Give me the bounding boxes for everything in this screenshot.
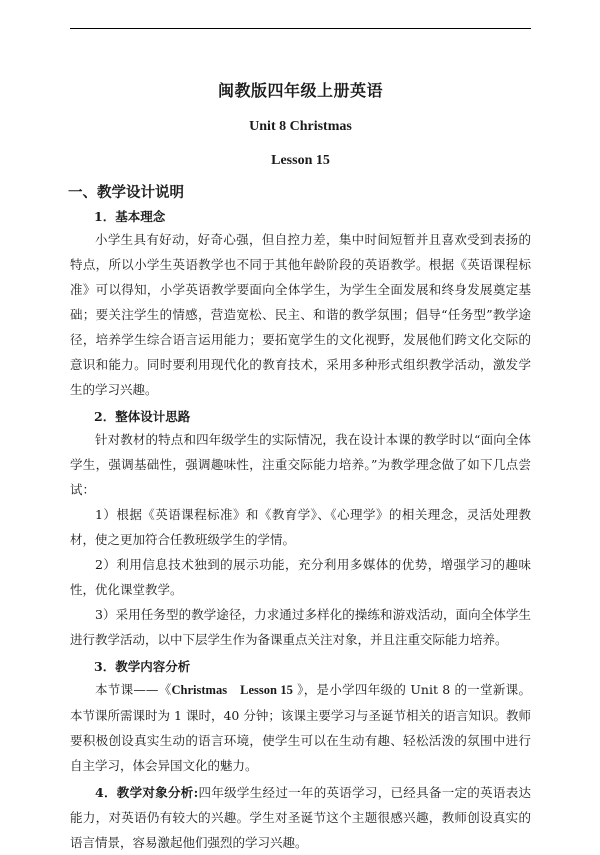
content-analysis-pre: 本节课——《 bbox=[95, 682, 172, 697]
paragraph-content-analysis bbox=[70, 677, 531, 778]
paragraph-design-point-2: 2）利用信息技术独到的展示功能，充分利用多媒体的优势，增强学习的趣味性，优化课堂教学。 bbox=[70, 557, 531, 597]
lesson-title: Lesson 15 bbox=[271, 153, 330, 168]
document-page bbox=[70, 78, 531, 855]
paragraph-design-point-3: 3）采用任务型的教学途径，力求通过多样化的操练和游戏活动，面向全体学生进行教学活动，以中下层学生作为备课重点关注对象，并且注重交际能力培养。 bbox=[70, 607, 531, 647]
audience-analysis-text: 四年级学生经过一年的英语学习，已经具备一定的英语表达能力，对英语仍有较大的兴趣。学生对圣诞节这个主题很感兴趣，教师创设真实的语言情景，容易激起他们强烈的学习兴趣。 bbox=[70, 785, 531, 850]
header-rule bbox=[70, 28, 531, 29]
section-heading: 一、教学设计说明 bbox=[68, 184, 184, 201]
sub-heading-audience-analysis: 4．教学对象分析: bbox=[95, 785, 199, 800]
paragraph-design-point-1: 1）根据《英语课程标准》和《教育学》、《心理学》的相关理念，灵活处理教材，使之更加符合任教班级学生的学情。 bbox=[70, 507, 531, 547]
sub-heading-content-analysis: 3．教学内容分析 bbox=[94, 659, 191, 674]
unit-title: Unit 8 Christmas bbox=[249, 119, 352, 134]
paragraph-basic-concept: 小学生具有好动，好奇心强，但自控力差，集中时间短暂并且喜欢受到表扬的特点，所以小学生英语教学也不同于其他年龄阶段的英语教学。根据《英语课程标准》可以得知，小学英语教学要面向全体学生，为学生全面发展和终身发展奠定基础；要关注学生的情感，营造宽松、民主、和谐的教学氛围；倡导“任务型”教学途径，培养学生综合语言运用能力；要拓宽学生的文化视野，发展他们跨文化交际的意识和能力。同时要利用现代化的教育技术，采用多种形式组织教学活动，激发学生的学习兴趣。 bbox=[70, 232, 531, 397]
document-title: 闽教版四年级上册英语 bbox=[217, 81, 383, 100]
paragraph-design-intro: 针对教材的特点和四年级学生的实际情况，我在设计本课的教学时以“面向全体学生，强调基础性，强调趣味性，注重交际能力培养。”为教学理念做了如下几点尝试： bbox=[70, 432, 531, 497]
sub-heading-basic-concept: 1．基本理念 bbox=[94, 209, 166, 224]
content-analysis-lesson-name: Christmas Lesson 15 bbox=[171, 683, 293, 697]
paragraph-audience-analysis bbox=[70, 780, 531, 855]
sub-heading-design-idea: 2．整体设计思路 bbox=[94, 409, 191, 424]
content-analysis-post: 》，是小学四年级的 Unit 8 的一堂新课。本节课所需课时为 1 课时，40 分钟；该课主要学习与圣诞节相关的语言知识。教师要积极创设真实生动的语言环境，使学生可以在生动有趣、轻松活泼的氛围中进行自主学习，体会异国文化的魅力。 bbox=[70, 682, 531, 773]
